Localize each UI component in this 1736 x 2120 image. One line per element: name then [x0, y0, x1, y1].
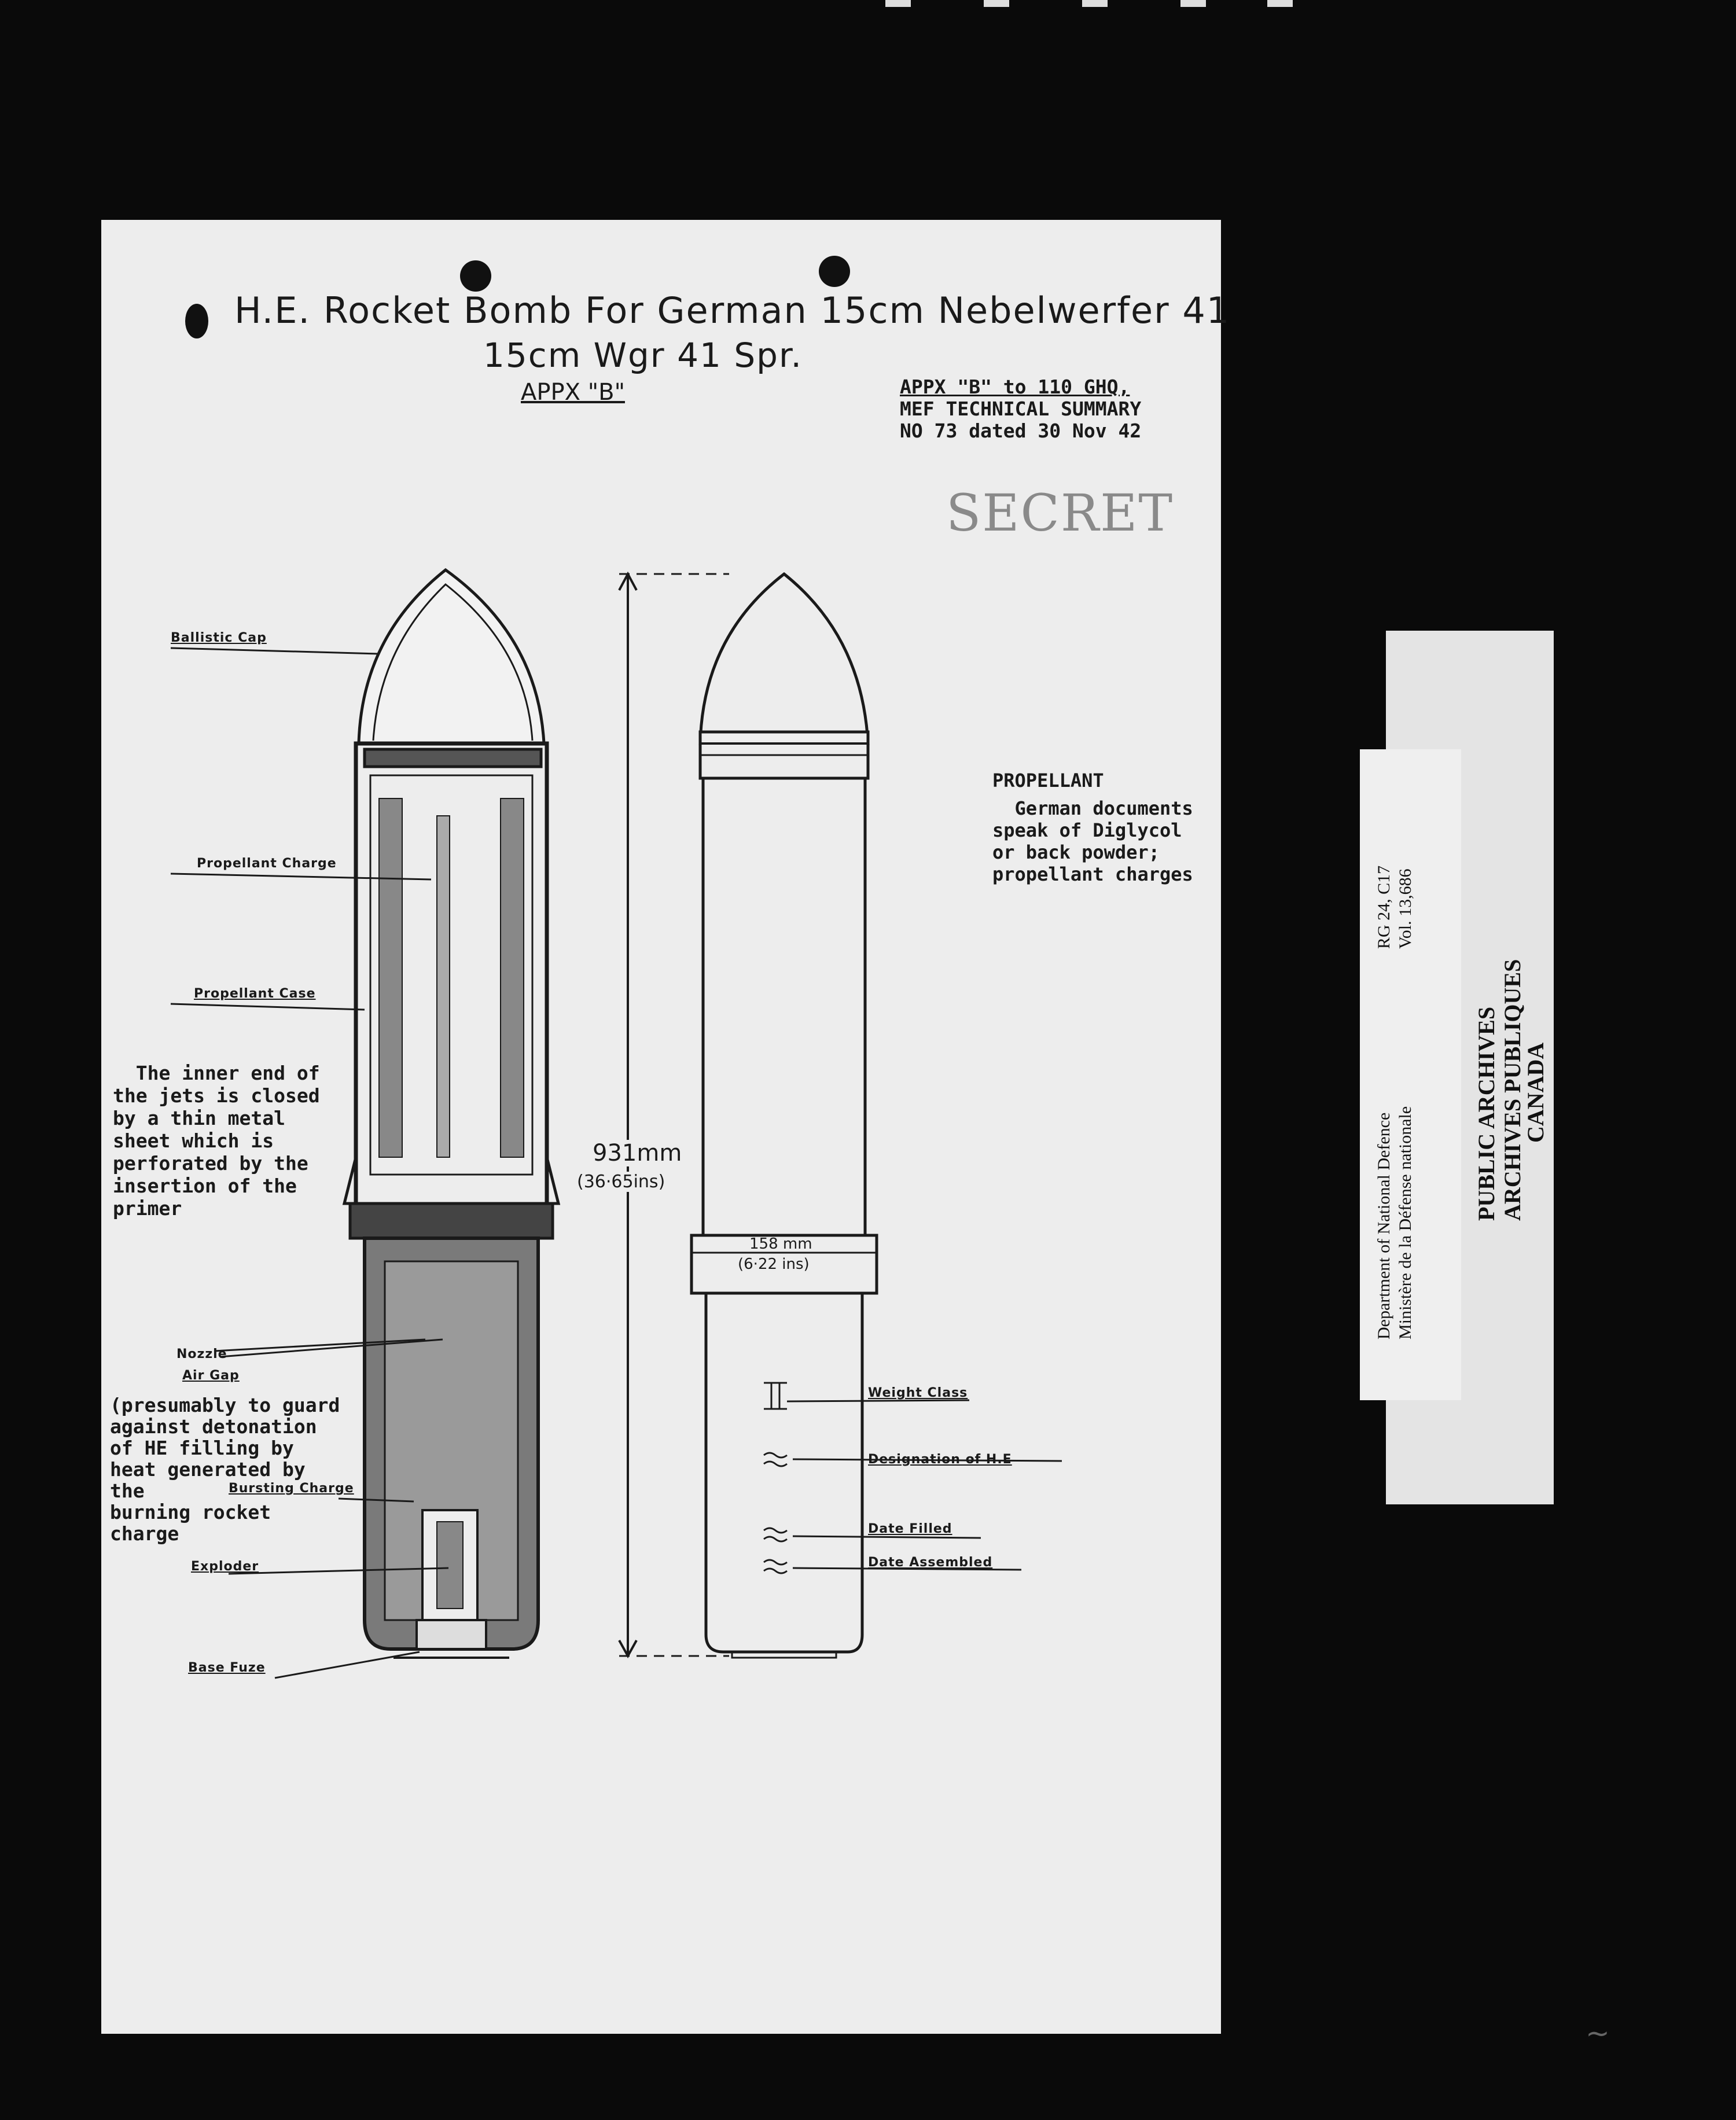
label-date-assembled: Date Assembled	[868, 1555, 993, 1570]
text-line: (presumably to guard	[110, 1394, 340, 1416]
label-weight-class: Weight Class	[868, 1386, 968, 1400]
text-line: insertion of the	[113, 1175, 297, 1197]
overall-length-mm: 931mm	[590, 1140, 684, 1166]
text-line: charge	[110, 1522, 179, 1544]
label-date-filled: Date Filled	[868, 1522, 952, 1536]
external-base-outline	[706, 1293, 862, 1652]
appendix-ref-line: MEF TECHNICAL SUMMARY	[900, 398, 1142, 420]
label-air-gap: Air Gap	[182, 1368, 240, 1383]
diameter-mm: 158 mm	[749, 1235, 812, 1253]
text-line: primer	[113, 1197, 182, 1220]
text-line: the	[110, 1479, 145, 1502]
archive-public-archives: PUBLIC ARCHIVES	[1473, 1006, 1499, 1221]
text-line: or back powder;	[992, 841, 1160, 863]
label-ballistic-cap: Ballistic Cap	[171, 631, 267, 645]
text-line: against detonation	[110, 1415, 317, 1438]
archive-ref-vol: Vol. 13,686	[1396, 868, 1415, 949]
archive-archives-publiques: ARCHIVES PUBLIQUES	[1499, 959, 1525, 1221]
text-line: perforated by the	[113, 1152, 308, 1175]
text-line: heat generated by	[110, 1458, 306, 1481]
label-propellant-charge: Propellant Charge	[197, 856, 337, 871]
text-line: The inner end of	[113, 1062, 320, 1084]
appendix-ref-line: APPX "B" to 110 GHQ,	[900, 376, 1130, 398]
rocket-diagram	[101, 220, 1231, 2034]
label-designation-he: Designation of H.E	[868, 1452, 1012, 1467]
text-line: burning rocket	[110, 1501, 271, 1523]
text-line: the jets is closed	[113, 1084, 320, 1107]
archive-department-fr: Ministère de la Défense nationale	[1396, 1106, 1415, 1339]
label-bursting-charge: Bursting Charge	[229, 1481, 354, 1496]
film-edge-marks	[885, 0, 1302, 8]
archive-ref-rg: RG 24, C17	[1374, 865, 1393, 949]
text-line: propellant charges	[992, 863, 1193, 885]
document-subtitle: 15cm Wgr 41 Spr.	[483, 336, 803, 375]
overall-length-in: (36·65ins)	[575, 1172, 667, 1192]
archive-canada: CANADA	[1522, 1042, 1549, 1143]
diameter-in: (6·22 ins)	[738, 1256, 810, 1273]
label-exploder: Exploder	[191, 1559, 259, 1574]
text-line: speak of Diglycol	[992, 819, 1182, 841]
text-line: German documents	[992, 797, 1193, 819]
base-fuze-outline	[417, 1620, 486, 1649]
document-sheet	[101, 220, 1231, 2034]
label-nozzle: Nozzle	[176, 1347, 227, 1361]
text-line: by a thin metal	[113, 1107, 286, 1129]
text-line: sheet which is	[113, 1129, 274, 1152]
propellant-charge-rod	[437, 816, 450, 1157]
appendix-ref-line: NO 73 dated 30 Nov 42	[900, 419, 1142, 442]
document-title: H.E. Rocket Bomb For German 15cm Nebelwerfer 41	[234, 289, 1231, 332]
text-line: of HE filling by	[110, 1437, 294, 1459]
label-base-fuze: Base Fuze	[188, 1661, 266, 1675]
external-cap-outline	[700, 574, 868, 744]
archive-department-en: Department of National Defence	[1374, 1112, 1393, 1339]
appendix-tag: APPX "B"	[521, 379, 625, 406]
propellant-heading: PROPELLANT	[992, 770, 1104, 792]
secret-stamp: SECRET	[946, 483, 1174, 543]
label-propellant-case: Propellant Case	[194, 987, 316, 1001]
ballistic-cap-outline	[359, 570, 544, 744]
venturi-block	[350, 1203, 553, 1238]
film-artifact: ∼	[1586, 2016, 1610, 2050]
external-body-outline	[703, 778, 865, 1235]
